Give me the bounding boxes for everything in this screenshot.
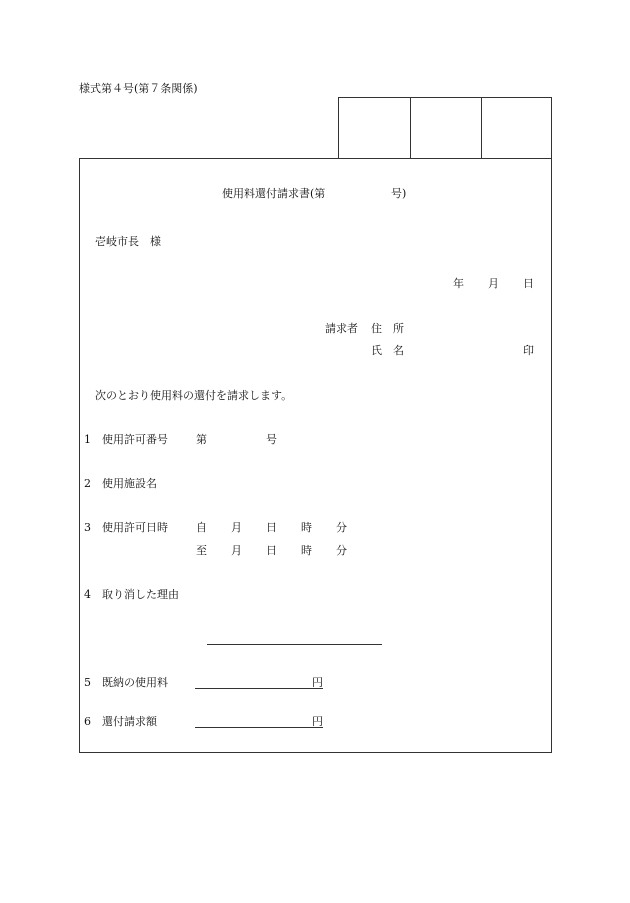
item-1-prefix: 第 — [196, 433, 207, 446]
item-3-number: 3 — [84, 521, 91, 534]
to-day: 日 — [266, 544, 277, 557]
intro-text: 次のとおり使用料の還付を請求します。 — [95, 389, 293, 402]
date-day: 日 — [523, 277, 534, 290]
to-word: 至 — [196, 544, 207, 557]
stamp-box-1 — [338, 97, 411, 159]
item-1-suffix: 号 — [266, 433, 277, 446]
date-year: 年 — [453, 277, 464, 290]
refund-amount-underline — [195, 727, 323, 728]
from-month: 月 — [231, 521, 242, 534]
item-5-number: 5 — [84, 676, 91, 689]
from-word: 自 — [196, 521, 207, 534]
item-4-number: 4 — [84, 588, 91, 601]
stamp-box-3 — [481, 97, 552, 159]
item-5-label: 既納の使用料 — [102, 676, 168, 689]
item-2-number: 2 — [84, 477, 91, 490]
item-6-unit: 円 — [312, 715, 323, 728]
applicant-label: 請求者 — [325, 322, 358, 335]
form-title-prefix: 使用料還付請求書(第 — [222, 187, 326, 200]
form-title-suffix: 号) — [391, 187, 407, 200]
form-number: 様式第４号(第７条関係) — [79, 82, 198, 95]
to-minute: 分 — [336, 544, 347, 557]
from-hour: 時 — [301, 521, 312, 534]
item-1-label: 使用許可番号 — [102, 433, 168, 446]
seal-mark: 印 — [523, 344, 534, 357]
addressee: 壱岐市長 様 — [95, 235, 161, 248]
reason-underline — [207, 644, 382, 645]
name-label: 氏 名 — [371, 344, 404, 357]
item-3-label: 使用許可日時 — [102, 521, 168, 534]
date-month: 月 — [488, 277, 499, 290]
item-5-unit: 円 — [312, 676, 323, 689]
item-4-label: 取り消した理由 — [102, 588, 179, 601]
item-2-label: 使用施設名 — [102, 477, 157, 490]
to-month: 月 — [231, 544, 242, 557]
to-hour: 時 — [301, 544, 312, 557]
from-minute: 分 — [336, 521, 347, 534]
address-label: 住 所 — [371, 322, 404, 335]
item-1-number: 1 — [84, 433, 91, 446]
paid-fee-underline — [195, 688, 323, 689]
stamp-box-2 — [410, 97, 482, 159]
item-6-number: 6 — [84, 715, 91, 728]
item-6-label: 還付請求額 — [102, 715, 157, 728]
from-day: 日 — [266, 521, 277, 534]
